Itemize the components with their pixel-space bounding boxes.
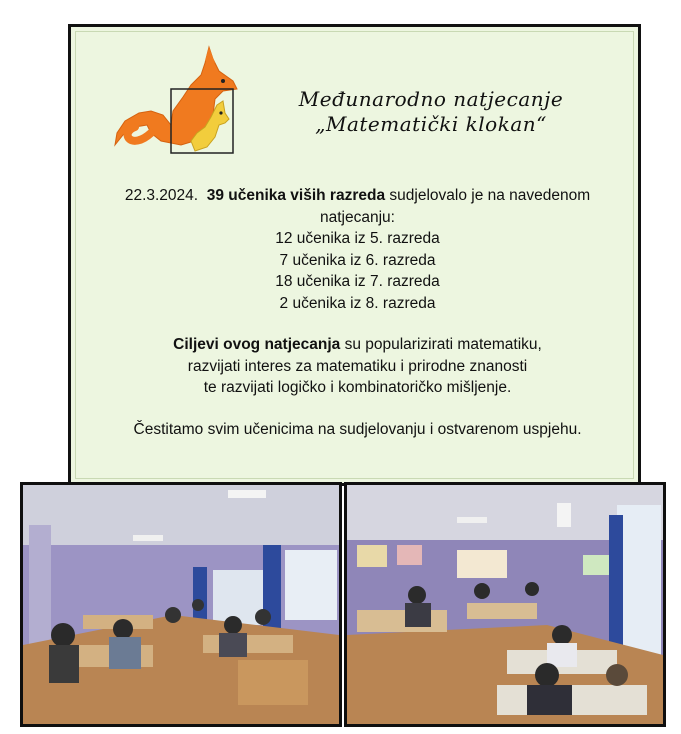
goals-line-3: te razvijati logičko i kombinatoričko mišljenje. <box>203 379 512 396</box>
title-line-2: „Matematički klokan“ <box>315 112 547 136</box>
grade-line-6: 7 učenika iz 6. razreda <box>279 251 436 269</box>
poster <box>68 24 641 486</box>
title-line-1: Međunarodno natjecanje <box>298 87 564 111</box>
goals-rest: su popularizirati matematiku, <box>344 336 542 353</box>
intro-rest: sudjelovalo je na navedenom natjecanju: <box>320 187 591 226</box>
intro-date: 22.3.2024. <box>124 187 199 204</box>
grade-line-7: 18 učenika iz 7. razreda <box>275 273 440 290</box>
poster-title <box>251 87 611 137</box>
intro-participants: 39 učenika viših razreda <box>206 187 386 204</box>
goals-bold: Ciljevi ovog natjecanja <box>173 336 341 353</box>
classroom-photo-icon <box>344 482 666 727</box>
intro-paragraph <box>91 185 624 228</box>
grade-line-8: 2 učenika iz 8. razreda <box>279 294 436 312</box>
grade-line-5: 12 učenika iz 5. razreda <box>275 230 440 247</box>
goals-line-1 <box>91 334 624 356</box>
goals-line-2: razvijati interes za matematiku i prirodne znanosti <box>187 357 528 375</box>
congrats-text: Čestitamo svim učenicima na sudjelovanju i ostvarenom uspjehu. <box>133 420 582 438</box>
goals-paragraph <box>91 334 624 399</box>
kangaroo-logo-icon <box>111 41 241 159</box>
poster-body <box>91 185 624 440</box>
classroom-photo-icon <box>20 482 342 727</box>
